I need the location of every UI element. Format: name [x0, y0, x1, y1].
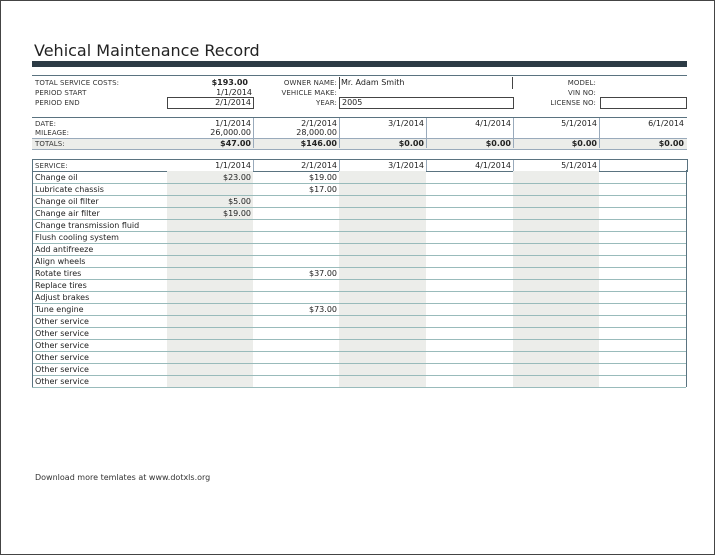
period-end-value: 2/1/2014 [215, 98, 251, 107]
service-row [32, 171, 686, 183]
service-name: Other service [35, 329, 89, 338]
mileage-label: MILEAGE: [35, 129, 70, 137]
model-label: MODEL: [567, 79, 596, 87]
service-name: Flush cooling system [35, 233, 119, 242]
year-label: YEAR: [316, 99, 337, 107]
services-date-4: 4/1/2014 [475, 161, 511, 170]
service-cost-cell[interactable]: $19.00 [309, 173, 337, 182]
log-column-divider [339, 118, 340, 148]
owner-name-divider [339, 77, 340, 89]
service-name: Other service [35, 377, 89, 386]
log-total-5: $0.00 [571, 139, 597, 148]
total-service-costs-value: $193.00 [211, 78, 248, 87]
service-row [32, 183, 686, 195]
services-date-1: 1/1/2014 [215, 161, 251, 170]
log-date-2: 2/1/2014 [301, 119, 337, 128]
service-row [32, 243, 686, 255]
service-cost-cell[interactable]: $73.00 [309, 305, 337, 314]
service-row [32, 291, 686, 303]
services-header-divider [339, 160, 340, 171]
log-column-divider [599, 118, 600, 148]
log-total-3: $0.00 [398, 139, 424, 148]
log-date-1: 1/1/2014 [215, 119, 251, 128]
period-start-label: PERIOD START [35, 89, 87, 97]
footer-download-link[interactable]: Download more temlates at www.dotxls.org [35, 473, 211, 482]
service-name: Other service [35, 365, 89, 374]
license-box[interactable] [600, 97, 687, 109]
service-row [32, 195, 686, 207]
services-right-border [686, 170, 687, 387]
owner-name-value[interactable]: Mr. Adam Smith [341, 78, 405, 87]
services-left-border [32, 171, 33, 387]
service-row [32, 231, 686, 243]
service-name: Change oil filter [35, 197, 99, 206]
service-row [32, 219, 686, 231]
log-mileage-2[interactable]: 28,000.00 [296, 128, 337, 137]
service-row [32, 279, 686, 291]
service-row [32, 303, 686, 315]
service-name: Other service [35, 341, 89, 350]
total-service-costs-label: TOTAL SERVICE COSTS: [35, 79, 120, 87]
period-start-value[interactable]: 1/1/2014 [216, 88, 252, 97]
log-date-4: 4/1/2014 [475, 119, 511, 128]
totals-label: TOTALS: [35, 140, 65, 148]
date-label: DATE: [35, 120, 57, 128]
service-name: Change transmission fluid [35, 221, 140, 230]
service-name: Adjust brakes [35, 293, 90, 302]
services-date-3: 3/1/2014 [388, 161, 424, 170]
service-row [32, 327, 686, 339]
service-name: Change air filter [35, 209, 100, 218]
service-cost-cell[interactable]: $37.00 [309, 269, 337, 278]
service-row [32, 315, 686, 327]
vehicle-make-label: VEHICLE MAKE: [281, 89, 337, 97]
service-row [32, 207, 686, 219]
summary-top-rule [32, 75, 687, 76]
services-header-divider [513, 160, 514, 171]
service-row-rule [32, 387, 686, 388]
log-column-divider [253, 118, 254, 148]
service-row [32, 339, 686, 351]
log-total-2: $146.00 [300, 139, 337, 148]
service-row [32, 375, 686, 387]
service-row [32, 363, 686, 375]
service-row [32, 351, 686, 363]
vin-label: VIN NO: [568, 89, 596, 97]
log-total-1: $47.00 [220, 139, 251, 148]
service-name: Replace tires [35, 281, 87, 290]
service-cost-cell[interactable]: $17.00 [309, 185, 337, 194]
service-name: Rotate tires [35, 269, 82, 278]
services-header-divider [253, 160, 254, 171]
log-column-divider [426, 118, 427, 148]
log-top-rule [32, 117, 687, 118]
service-name: Other service [35, 353, 89, 362]
service-row [32, 267, 686, 279]
log-total-6: $0.00 [658, 139, 684, 148]
log-date-3: 3/1/2014 [388, 119, 424, 128]
service-cost-cell[interactable]: $5.00 [228, 197, 251, 206]
page-title: Vehical Maintenance Record [34, 41, 260, 60]
services-header-divider [426, 160, 427, 171]
services-header-divider [599, 160, 600, 171]
service-cost-cell[interactable]: $19.00 [223, 209, 251, 218]
owner-name-end [512, 77, 513, 89]
log-column-divider [513, 118, 514, 148]
service-name: Lubricate chassis [35, 185, 104, 194]
log-mileage-1[interactable]: 26,000.00 [210, 128, 251, 137]
service-name: Change oil [35, 173, 78, 182]
period-end-label: PERIOD END [35, 99, 80, 107]
period-end-box[interactable] [167, 97, 254, 109]
service-name: Align wheels [35, 257, 86, 266]
services-header-label: SERVICE: [35, 162, 68, 170]
service-cost-cell[interactable]: $23.00 [223, 173, 251, 182]
license-label: LICENSE NO: [550, 99, 596, 107]
title-underline-bar [32, 61, 687, 67]
year-value: 2005 [342, 98, 363, 107]
service-name: Add antifreeze [35, 245, 94, 254]
log-date-5: 5/1/2014 [561, 119, 597, 128]
service-name: Tune engine [35, 305, 84, 314]
services-date-2: 2/1/2014 [301, 161, 337, 170]
service-row [32, 255, 686, 267]
log-date-6: 6/1/2014 [648, 119, 684, 128]
service-name: Other service [35, 317, 89, 326]
year-box[interactable] [339, 97, 514, 109]
owner-name-label: OWNER NAME: [283, 79, 337, 87]
services-date-5: 5/1/2014 [561, 161, 597, 170]
log-total-4: $0.00 [485, 139, 511, 148]
